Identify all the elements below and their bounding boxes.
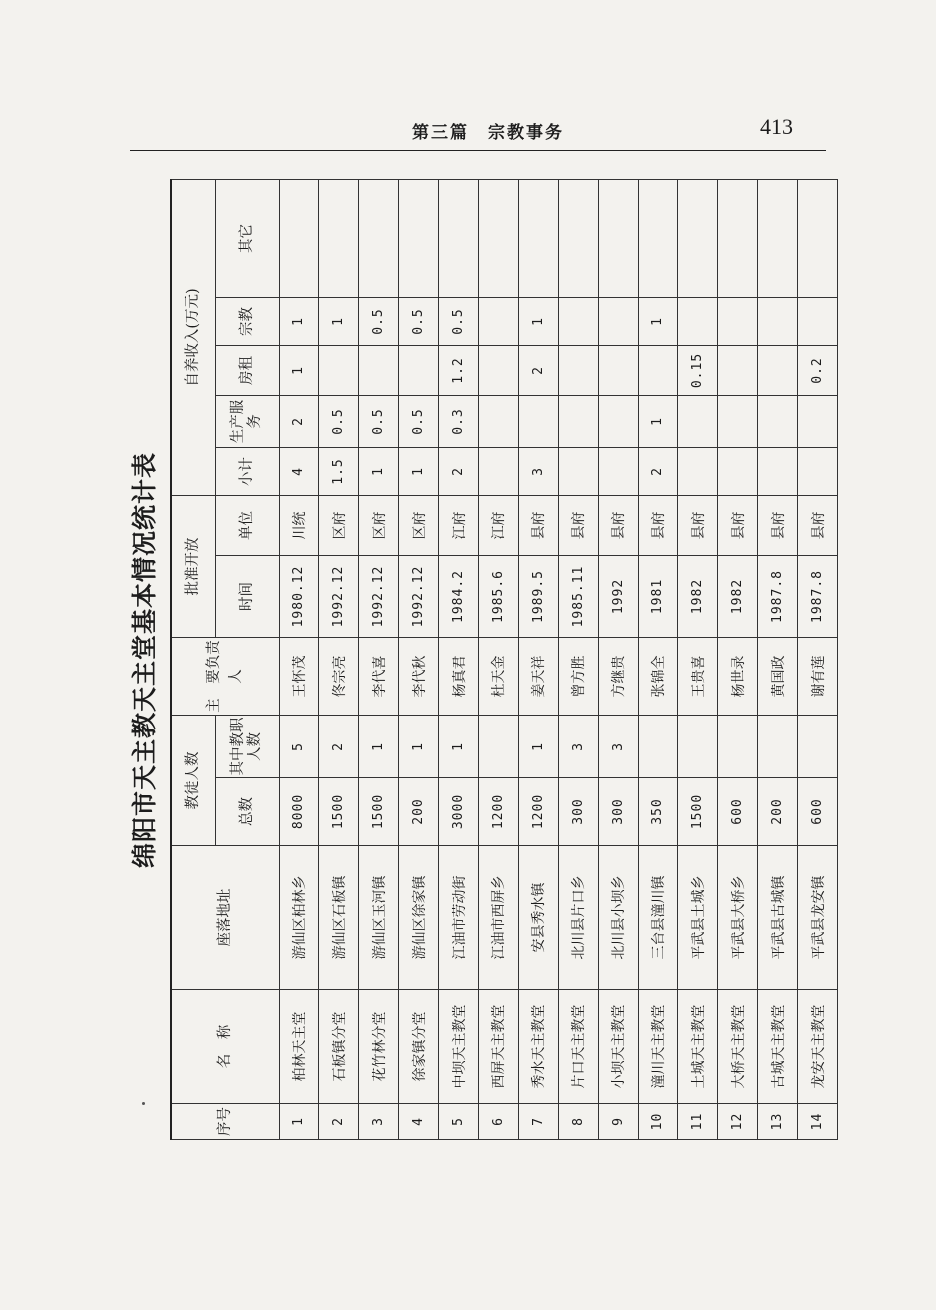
cell-income-subtotal: 1 [359,448,399,496]
cell-income-production [678,396,718,448]
header-income-other: 其它 [215,179,279,297]
cell-income-production: 1 [638,396,678,448]
cell-income-other [758,179,798,297]
cell-income-production: 2 [279,396,319,448]
cell-followers-total: 1500 [678,778,718,846]
cell-income-rent [638,346,678,396]
cell-seq: 2 [319,1104,359,1140]
table-row [399,179,439,1139]
cell-approval-unit: 区府 [399,496,439,556]
cell-income-subtotal [598,448,638,496]
cell-address: 游仙区石板镇 [319,846,359,990]
cell-seq: 4 [399,1104,439,1140]
cell-income-religious: 0.5 [399,298,439,346]
section-title: 第三篇 宗教事务 [412,123,564,143]
cell-name: 柏林天主堂 [279,990,319,1104]
cell-followers-staff: 1 [439,716,479,778]
cell-income-religious: 1 [518,298,558,346]
cell-income-subtotal [798,448,838,496]
cell-address: 平武县古城镇 [758,846,798,990]
cell-approval-unit: 县府 [758,496,798,556]
cell-address: 游仙区徐家镇 [399,846,439,990]
cell-address: 三台县潼川镇 [638,846,678,990]
table-row [558,179,598,1139]
cell-income-religious [478,298,518,346]
cell-address: 江油市劳动街 [439,846,479,990]
cell-approval-unit: 县府 [558,496,598,556]
cell-address: 平武县龙安镇 [798,846,838,990]
rotated-table-block [120,180,827,1140]
cell-approval-unit: 江府 [439,496,479,556]
cell-approval-time: 1985.11 [558,556,598,638]
cell-address: 平武县大桥乡 [718,846,758,990]
header-followers: 教徒人数 [171,716,215,846]
cell-income-subtotal: 2 [439,448,479,496]
cell-seq: 14 [798,1104,838,1140]
cell-income-subtotal: 4 [279,448,319,496]
cell-income-other [439,179,479,297]
cell-income-rent: 0.2 [798,346,838,396]
cell-followers-total: 200 [758,778,798,846]
cell-income-other [678,179,718,297]
cell-leader: 佟宗亮 [319,638,359,716]
cell-approval-time: 1981 [638,556,678,638]
cell-seq: 10 [638,1104,678,1140]
cell-followers-staff: 1 [518,716,558,778]
cell-income-religious: 1 [638,298,678,346]
cell-followers-total: 350 [638,778,678,846]
cell-income-production: 0.3 [439,396,479,448]
header-approval-time: 时间 [215,556,279,638]
cell-followers-staff: 2 [319,716,359,778]
cell-income-religious [758,298,798,346]
cell-approval-unit: 江府 [478,496,518,556]
cell-income-rent [598,346,638,396]
cell-approval-unit: 区府 [359,496,399,556]
cell-name: 石板镇分堂 [319,990,359,1104]
cell-leader: 杜天金 [478,638,518,716]
cell-seq: 1 [279,1104,319,1140]
cell-name: 片口天主教堂 [558,990,598,1104]
cell-approval-time: 1987.8 [798,556,838,638]
cell-address: 游仙区玉河镇 [359,846,399,990]
cell-approval-time: 1984.2 [439,556,479,638]
cell-income-production [758,396,798,448]
cell-followers-total: 600 [718,778,758,846]
table-row [478,179,518,1139]
table-row [439,179,479,1139]
table-row [638,179,678,1139]
cell-name: 古城天主教堂 [758,990,798,1104]
cell-leader: 王贵喜 [678,638,718,716]
cell-income-subtotal: 2 [638,448,678,496]
cell-income-production [518,396,558,448]
cell-approval-unit: 区府 [319,496,359,556]
cell-leader: 谢有莲 [798,638,838,716]
cell-name: 秀水天主教堂 [518,990,558,1104]
cell-name: 龙安天主教堂 [798,990,838,1104]
cell-approval-time: 1992 [598,556,638,638]
cell-followers-total: 1500 [359,778,399,846]
cell-income-rent: 2 [518,346,558,396]
cell-seq: 6 [478,1104,518,1140]
cell-followers-staff: 5 [279,716,319,778]
cell-income-other [399,179,439,297]
cell-income-production [478,396,518,448]
cell-approval-unit: 县府 [718,496,758,556]
cell-leader: 方继贵 [598,638,638,716]
cell-seq: 13 [758,1104,798,1140]
table-row [359,179,399,1139]
cell-leader: 黄国政 [758,638,798,716]
table-row [758,179,798,1139]
cell-income-rent: 1 [279,346,319,396]
cell-leader: 王怀茂 [279,638,319,716]
cell-income-other [638,179,678,297]
cell-followers-staff: 1 [399,716,439,778]
cell-name: 大桥天主教堂 [718,990,758,1104]
cell-followers-staff [798,716,838,778]
cell-followers-total: 600 [798,778,838,846]
cell-income-religious: 1 [279,298,319,346]
cell-name: 西屏天主教堂 [478,990,518,1104]
table-row [598,179,638,1139]
table-row [718,179,758,1139]
cell-followers-total: 8000 [279,778,319,846]
cell-approval-unit: 县府 [598,496,638,556]
cell-income-rent: 1.2 [439,346,479,396]
cell-income-rent [399,346,439,396]
cell-leader: 李代秋 [399,638,439,716]
cell-income-rent [359,346,399,396]
cell-income-rent [558,346,598,396]
cell-followers-total: 1500 [319,778,359,846]
cell-income-religious: 1 [319,298,359,346]
cell-income-production [598,396,638,448]
cell-seq: 5 [439,1104,479,1140]
cell-income-rent [758,346,798,396]
cell-approval-unit: 县府 [678,496,718,556]
cell-income-subtotal: 1 [399,448,439,496]
cell-income-subtotal: 1.5 [319,448,359,496]
cell-followers-staff [758,716,798,778]
cell-name: 土城天主教堂 [678,990,718,1104]
table-row [319,179,359,1139]
cell-leader: 张锦全 [638,638,678,716]
cell-income-subtotal [678,448,718,496]
cell-income-subtotal: 3 [518,448,558,496]
cell-approval-time: 1982 [718,556,758,638]
cell-income-production [558,396,598,448]
cell-seq: 11 [678,1104,718,1140]
header-seq: 序号 [171,1104,279,1140]
cell-approval-time: 1992.12 [359,556,399,638]
cell-approval-time: 1989.5 [518,556,558,638]
cell-address: 江油市西屏乡 [478,846,518,990]
cell-seq: 3 [359,1104,399,1140]
cell-income-rent: 0.15 [678,346,718,396]
cell-approval-time: 1992.12 [399,556,439,638]
cell-income-production: 0.5 [319,396,359,448]
cell-income-other [478,179,518,297]
cell-income-production [798,396,838,448]
cell-address: 游仙区柏林乡 [279,846,319,990]
table-row [798,179,838,1139]
cell-income-subtotal [558,448,598,496]
cell-approval-unit: 县府 [638,496,678,556]
cell-followers-total: 300 [558,778,598,846]
cell-name: 徐家镇分堂 [399,990,439,1104]
cell-followers-total: 1200 [478,778,518,846]
cell-leader: 曾方胜 [558,638,598,716]
table-row [279,179,319,1139]
cell-income-other [319,179,359,297]
cell-address: 北川县小坝乡 [598,846,638,990]
cell-seq: 8 [558,1104,598,1140]
cell-followers-total: 3000 [439,778,479,846]
cell-income-religious [718,298,758,346]
cell-followers-staff: 3 [598,716,638,778]
cell-income-other [718,179,758,297]
cell-income-religious [678,298,718,346]
cell-income-subtotal [478,448,518,496]
cell-followers-staff [638,716,678,778]
cell-followers-staff: 1 [359,716,399,778]
cell-name: 花竹林分堂 [359,990,399,1104]
cell-approval-time: 1985.6 [478,556,518,638]
header-address: 座落地址 [171,846,279,990]
header-income-religious: 宗教 [215,298,279,346]
cell-income-subtotal [758,448,798,496]
cell-approval-time: 1992.12 [319,556,359,638]
cell-income-other [558,179,598,297]
stats-table [170,179,838,1140]
cell-name: 潼川天主教堂 [638,990,678,1104]
cell-followers-staff [678,716,718,778]
cell-approval-unit: 川统 [279,496,319,556]
cell-approval-time: 1987.8 [758,556,798,638]
cell-income-rent [478,346,518,396]
header-followers-staff: 其中教职人数 [215,716,279,778]
cell-leader: 杨世录 [718,638,758,716]
header-income-production: 生产服务 [215,396,279,448]
cell-income-production [718,396,758,448]
scan-speck [142,1102,145,1105]
header-rule [130,150,826,151]
cell-followers-total: 300 [598,778,638,846]
cell-income-religious: 0.5 [439,298,479,346]
cell-leader: 李代喜 [359,638,399,716]
cell-followers-total: 1200 [518,778,558,846]
header-followers-total: 总数 [215,778,279,846]
header-name: 名 称 [171,990,279,1104]
cell-followers-staff: 3 [558,716,598,778]
cell-seq: 9 [598,1104,638,1140]
cell-address: 北川县片口乡 [558,846,598,990]
header-approval-unit: 单位 [215,496,279,556]
cell-income-other [279,179,319,297]
header-leader: 主 要负责人 [171,638,279,716]
cell-name: 小坝天主教堂 [598,990,638,1104]
cell-address: 安县秀水镇 [518,846,558,990]
page-number: 413 [760,114,793,139]
table-body [279,179,837,1139]
header-income: 自养收入(万元) [171,179,215,495]
cell-approval-time: 1980.12 [279,556,319,638]
cell-address: 平武县土城乡 [678,846,718,990]
cell-income-production: 0.5 [399,396,439,448]
cell-income-subtotal [718,448,758,496]
cell-leader: 杨真君 [439,638,479,716]
cell-approval-unit: 县府 [798,496,838,556]
cell-income-other [798,179,838,297]
cell-followers-staff [478,716,518,778]
table-row [678,179,718,1139]
cell-income-other [518,179,558,297]
header-approval: 批准开放 [171,496,215,638]
table-title: 绵阳市天主教天主堂基本情况统计表 [130,452,159,869]
cell-name: 中坝天主教堂 [439,990,479,1104]
cell-followers-staff [718,716,758,778]
header-income-subtotal: 小计 [215,448,279,496]
cell-income-production: 0.5 [359,396,399,448]
cell-income-rent [718,346,758,396]
cell-income-other [359,179,399,297]
running-head [0,112,936,146]
cell-income-religious [558,298,598,346]
cell-income-religious [598,298,638,346]
cell-approval-time: 1982 [678,556,718,638]
header-income-rent: 房租 [215,346,279,396]
cell-income-other [598,179,638,297]
cell-approval-unit: 县府 [518,496,558,556]
cell-income-religious [798,298,838,346]
table-row [518,179,558,1139]
cell-income-religious: 0.5 [359,298,399,346]
cell-seq: 7 [518,1104,558,1140]
cell-income-rent [319,346,359,396]
cell-leader: 姜天祥 [518,638,558,716]
cell-followers-total: 200 [399,778,439,846]
cell-seq: 12 [718,1104,758,1140]
